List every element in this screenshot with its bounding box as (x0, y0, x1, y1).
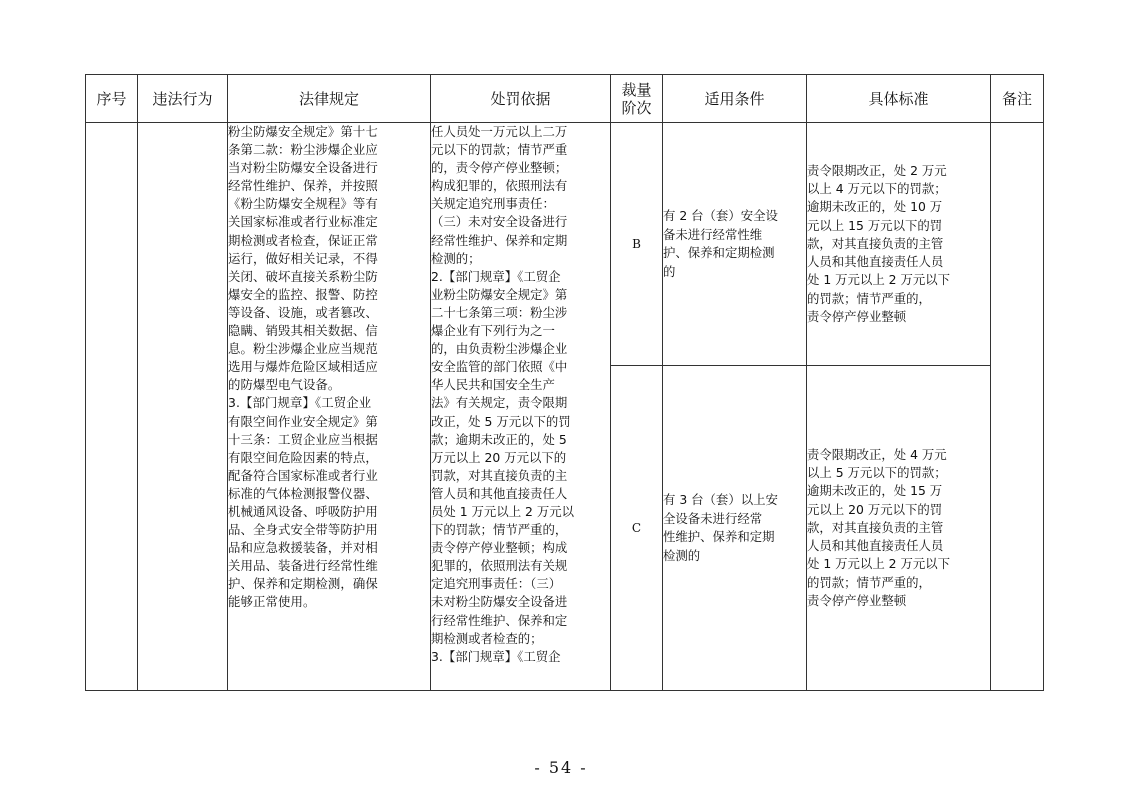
level-cell-c: C (611, 366, 663, 691)
condition-text-c: 有 3 台（套）以上安 全设备未进行经常 性维护、保养和定期 检测的 (663, 492, 778, 563)
page-number: - 54 - (534, 758, 588, 777)
standard-text-c: 责令限期改正，处 4 万元 以上 5 万元以下的罚款； 逾期未改正的，处 15 万 元以上 20 万元以下的罚 款，对其直接负责的主管 人员和其他直接责任人员 处 1 万元以上 2 万元以下 的罚款；情节严重的， 责令停产停业整顿 (807, 446, 951, 609)
number-cell (86, 123, 138, 691)
basis-cell (431, 123, 611, 691)
header-level: 裁量 阶次 (611, 75, 663, 123)
level-cell-b: B (611, 123, 663, 366)
standard-cell-b (807, 123, 991, 366)
header-standard: 具体标准 (807, 75, 991, 123)
penalty-table (85, 74, 1044, 691)
header-basis: 处罚依据 (431, 75, 611, 123)
remark-cell (991, 123, 1044, 691)
table-row (86, 123, 1044, 366)
law-text: 粉尘防爆安全规定》第十七 条第二款：粉尘涉爆企业应 当对粉尘防爆安全设备进行 经常性维护、保养，并按照 《粉尘防爆安全规程》等有 关国家标准或者行业标准定 期检测或者检查，保证正常 运行，做好相关记录，不得 关闭、破坏直接关系粉尘防 爆安全的监控、报警、防控 等设备、设施，或者篡改、 隐瞒、销毁其相关数据、信 息。粉尘涉爆企业应当规范 选用与爆炸危险区域相适应 的防爆型电气设备。 3.【部门规章】《工贸企业 有限空间作业安全规定》第 十三条：工贸企业应当根据 有限空间危险因素的特点， 配备符合国家标准或者行业 标准的气体检测报警仪器、 机械通风设备、呼吸防护用 品、全身式安全带等防护用 品和应急救援装备，并对相 关用品、装备进行经常性维 护、保养和定期检测，确保 能够正常使用。 (228, 124, 378, 610)
condition-cell-c (663, 366, 807, 691)
header-law: 法律规定 (228, 75, 431, 123)
condition-cell-b (663, 123, 807, 366)
standard-text-b: 责令限期改正，处 2 万元 以上 4 万元以下的罚款； 逾期未改正的，处 10 万 元以上 15 万元以下的罚 款，对其直接负责的主管 人员和其他直接责任人员 处 1 万元以上 2 万元以下 的罚款；情节严重的， 责令停产停业整顿 (807, 162, 951, 325)
law-cell (228, 123, 431, 691)
standard-cell-c (807, 366, 991, 691)
header-remark: 备注 (991, 75, 1044, 123)
header-violation: 违法行为 (138, 75, 228, 123)
violation-cell (138, 123, 228, 691)
header-number: 序号 (86, 75, 138, 123)
basis-text: 任人员处一万元以上二万 元以下的罚款；情节严重 的，责令停产停业整顿； 构成犯罪的，依照刑法有 关规定追究刑事责任： （三）未对安全设备进行 经常性维护、保养和定期 检测的； 2.【部门规章】《工贸企 业粉尘防爆安全规定》第 二十七条第三项：粉尘涉 爆企业有下列行为之一 的，由负责粉尘涉爆企业 安全监管的部门依照《中 华人民共和国安全生产 法》有关规定，责令限期 改正，处 5 万元以下的罚 款；逾期未改正的，处 5 万元以上 20 万元以下的 罚款，对其直接负责的主 管人员和其他直接责任人 员处 1 万元以上 2 万元以 下的罚款；情节严重的， 责令停产停业整顿；构成 犯罪的，依照刑法有关规 定追究刑事责任：（三） 未对粉尘防爆安全设备进 行经常性维护、保养和定 期检测或者检查的； 3.【部门规章】《工贸企 (431, 124, 575, 664)
condition-text-b: 有 2 台（套）安全设 备未进行经常性维 护、保养和定期检测 的 (663, 208, 778, 279)
header-row (86, 75, 1044, 123)
header-condition: 适用条件 (663, 75, 807, 123)
